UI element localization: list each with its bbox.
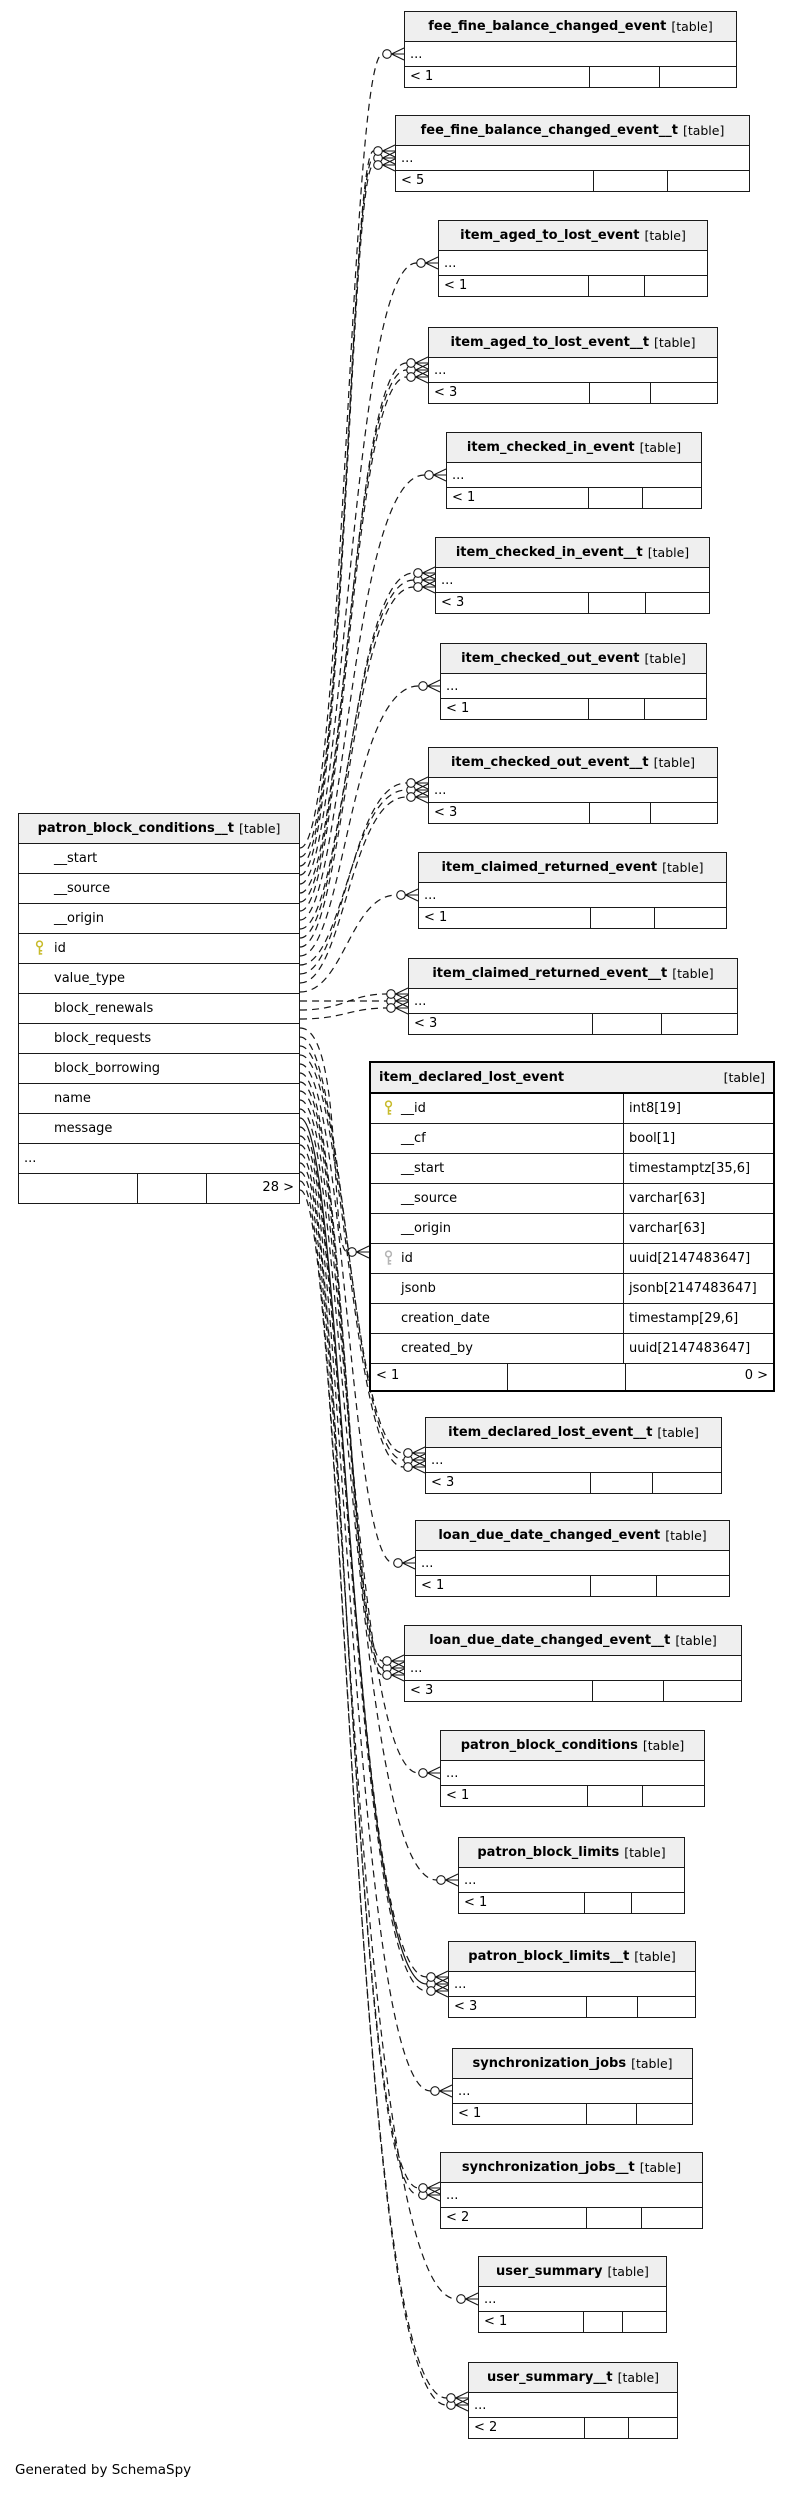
zero-or-marker: [407, 373, 416, 382]
columns-ellipsis: ...: [459, 1868, 684, 1893]
columns-ellipsis: ...: [453, 2079, 692, 2104]
crowfoot-marker: [403, 1557, 416, 1569]
relationship-line: [300, 587, 414, 947]
relationship-line: [300, 158, 374, 857]
column-name: __source: [54, 881, 111, 896]
table-tag: [table]: [639, 2160, 682, 2175]
column-row: [371, 1124, 773, 1154]
column-row: [19, 934, 299, 964]
table-title[interactable]: item_checked_in_event__t: [455, 545, 643, 560]
table-node-item_checked_in_event[interactable]: [446, 432, 702, 509]
zero-or-marker: [404, 1449, 413, 1458]
zero-or-marker: [414, 569, 423, 578]
table-node-item_checked_out_event__t[interactable]: [428, 747, 718, 824]
crowfoot-marker: [428, 680, 441, 692]
parents-count: < 2: [441, 2208, 587, 2228]
zero-or-marker: [447, 2394, 456, 2403]
zero-or-marker: [374, 147, 383, 156]
parents-count: < 3: [449, 1997, 587, 2017]
zero-or-marker: [427, 1987, 436, 1996]
table-title[interactable]: user_summary: [496, 2264, 603, 2279]
foreign-key-icon: [384, 1250, 393, 1267]
zero-or-marker: [383, 1671, 392, 1680]
zero-or-marker: [419, 2184, 428, 2193]
column-name: block_renewals: [54, 1001, 154, 1016]
table-node-patron_block_conditions[interactable]: [440, 1730, 705, 1807]
columns-ellipsis: ...: [441, 2183, 702, 2208]
columns-ellipsis: ...: [426, 1448, 721, 1473]
table-node-user_summary__t[interactable]: [468, 2362, 678, 2439]
column-type: timestamptz[35,6]: [623, 1154, 773, 1183]
table-title[interactable]: user_summary__t: [486, 2370, 613, 2385]
column-type: bool[1]: [623, 1124, 773, 1153]
parents-count: < 1: [447, 488, 589, 508]
columns-ellipsis: ...: [479, 2287, 666, 2312]
zero-or-marker: [397, 891, 406, 900]
table-tag: [table]: [238, 821, 281, 836]
column-type: varchar[63]: [623, 1184, 773, 1213]
table-node-item_aged_to_lost_event__t[interactable]: [428, 327, 718, 404]
column-name: value_type: [54, 971, 126, 986]
crowfoot-marker: [446, 1874, 459, 1886]
columns-ellipsis: ...: [409, 989, 737, 1014]
relationship-line: [300, 790, 407, 965]
zero-or-marker: [404, 1463, 413, 1472]
relationship-line: [300, 475, 425, 920]
column-name: __origin: [401, 1221, 452, 1236]
zero-or-marker: [387, 990, 396, 999]
table-tag: [table]: [665, 1528, 707, 1543]
table-node-item_declared_lost_event[interactable]: [369, 1061, 775, 1392]
relationship-line: [300, 994, 387, 1010]
column-name: jsonb: [401, 1281, 436, 1296]
table-title[interactable]: item_checked_in_event: [466, 440, 635, 455]
table-tag: [table]: [671, 19, 713, 34]
table-title[interactable]: fee_fine_balance_changed_event: [428, 19, 667, 34]
relationship-line: [300, 54, 383, 848]
column-row: [19, 964, 299, 994]
columns-ellipsis: ...: [439, 251, 707, 276]
table-node-synchronization_jobs__t[interactable]: [440, 2152, 703, 2229]
table-title[interactable]: patron_block_limits: [477, 1845, 620, 1860]
columns-ellipsis: ...: [441, 674, 706, 699]
zero-or-marker: [374, 161, 383, 170]
columns-ellipsis: ...: [441, 1761, 704, 1786]
table-title[interactable]: item_claimed_returned_event: [441, 860, 658, 875]
relationship-line: [300, 797, 407, 983]
columns-ellipsis: ...: [436, 568, 709, 593]
children-count: 28 >: [262, 1180, 294, 1195]
column-row: [19, 874, 299, 904]
table-node-item_checked_in_event__t[interactable]: [435, 537, 710, 614]
table-tag: [table]: [672, 966, 714, 981]
column-row: [19, 1054, 299, 1084]
column-row: [19, 1024, 299, 1054]
column-name: __cf: [401, 1131, 426, 1146]
table-header: [371, 1063, 773, 1094]
table-node-loan_due_date_changed_event[interactable]: [415, 1520, 730, 1597]
table-title[interactable]: item_claimed_returned_event__t: [432, 966, 668, 981]
parents-count: < 1: [479, 2312, 584, 2332]
zero-or-marker: [427, 1973, 436, 1982]
parents-count: < 1: [416, 1576, 591, 1596]
crowfoot-marker: [406, 889, 419, 901]
zero-or-marker: [387, 1004, 396, 1013]
parents-count: < 1: [405, 67, 590, 87]
column-name: __start: [54, 851, 98, 866]
table-tag: [table]: [624, 1845, 666, 1860]
children-count: 0 >: [744, 1368, 768, 1383]
columns-ellipsis: ...: [429, 358, 717, 383]
zero-or-marker: [407, 793, 416, 802]
table-node-patron_block_conditions__t[interactable]: [18, 813, 300, 1204]
column-row: [371, 1184, 773, 1214]
column-name: id: [401, 1251, 413, 1266]
columns-ellipsis: ...: [449, 1972, 695, 1997]
table-node-item_claimed_returned_event[interactable]: [418, 852, 727, 929]
parents-count: < 3: [409, 1014, 593, 1034]
table-title[interactable]: item_checked_out_event: [461, 651, 640, 666]
table-title[interactable]: item_declared_lost_event__t: [448, 1425, 653, 1440]
column-type: varchar[63]: [623, 1214, 773, 1243]
table-title[interactable]: patron_block_limits__t: [468, 1949, 630, 1964]
table-tag: [table]: [654, 335, 696, 350]
table-tag: [table]: [662, 860, 704, 875]
relationship-line: [300, 573, 414, 938]
zero-or-marker: [419, 682, 428, 691]
column-row: [371, 1094, 773, 1124]
column-type: int8[19]: [623, 1094, 773, 1123]
table-tag: [table]: [647, 545, 690, 560]
table-title[interactable]: patron_block_conditions__t: [37, 821, 234, 836]
table-tag: [table]: [675, 1633, 717, 1648]
table-title[interactable]: loan_due_date_changed_event__t: [429, 1633, 671, 1648]
table-title[interactable]: synchronization_jobs: [472, 2056, 627, 2071]
zero-or-marker: [383, 50, 392, 59]
zero-or-marker: [417, 259, 426, 268]
table-tag: [table]: [642, 1738, 685, 1753]
relationship-line: [300, 580, 414, 929]
table-title[interactable]: patron_block_conditions: [460, 1738, 638, 1753]
columns-ellipsis: ...: [405, 1656, 741, 1681]
table-node-fee_fine_balance_changed_event[interactable]: [404, 11, 737, 88]
column-name: __start: [401, 1161, 445, 1176]
table-tag: [table]: [644, 651, 686, 666]
table-header: [19, 814, 299, 844]
table-node-item_aged_to_lost_event[interactable]: [438, 220, 708, 297]
parents-count: < 1: [371, 1364, 508, 1390]
zero-or-marker: [407, 359, 416, 368]
table-node-fee_fine_balance_changed_event__t[interactable]: [395, 115, 750, 192]
table-node-item_checked_out_event[interactable]: [440, 643, 707, 720]
table-title[interactable]: synchronization_jobs__t: [461, 2160, 635, 2175]
column-row: [19, 994, 299, 1024]
zero-or-marker: [437, 1876, 446, 1885]
column-name: __origin: [54, 911, 105, 926]
column-name: __id: [401, 1101, 426, 1116]
zero-or-marker: [414, 583, 423, 592]
columns-ellipsis: ...: [419, 883, 726, 908]
parents-count: < 5: [396, 171, 594, 191]
crowfoot-marker: [357, 1246, 370, 1258]
columns-ellipsis-row: [19, 1144, 299, 1174]
table-title[interactable]: loan_due_date_changed_event: [438, 1528, 661, 1543]
table-tag: [table]: [639, 440, 682, 455]
parents-count: < 1: [441, 1786, 588, 1806]
table-node-loan_due_date_changed_event__t[interactable]: [404, 1625, 742, 1702]
parents-count: < 1: [459, 1893, 585, 1913]
columns-ellipsis: ...: [396, 146, 749, 171]
table-tag: [table]: [723, 1070, 765, 1085]
table-node-item_claimed_returned_event__t[interactable]: [408, 958, 738, 1035]
columns-ellipsis: ...: [405, 42, 736, 67]
column-name: creation_date: [401, 1311, 490, 1326]
relationship-line: [300, 895, 397, 992]
table-tag: [table]: [634, 1949, 676, 1964]
table-title[interactable]: fee_fine_balance_changed_event__t: [420, 123, 678, 138]
column-row: [371, 1214, 773, 1244]
primary-key-icon: [35, 940, 44, 957]
zero-or-marker: [407, 779, 416, 788]
zero-or-marker: [425, 471, 434, 480]
parents-count: < 3: [426, 1473, 591, 1493]
column-type: jsonb[2147483647]: [623, 1274, 773, 1303]
crowfoot-marker: [392, 48, 405, 60]
table-node-item_declared_lost_event__t[interactable]: [425, 1417, 722, 1494]
column-name: name: [54, 1091, 91, 1106]
table-tag: [table]: [607, 2264, 649, 2279]
parents-count: < 3: [436, 593, 589, 613]
crowfoot-marker: [466, 2293, 479, 2305]
relationship-line: [300, 783, 407, 974]
table-title[interactable]: item_declared_lost_event: [379, 1070, 565, 1085]
primary-key-icon: [384, 1100, 393, 1117]
table-node-patron_block_limits__t[interactable]: [448, 1941, 696, 2018]
crowfoot-marker: [440, 2085, 453, 2097]
column-row: [371, 1274, 773, 1304]
generator-credit: Generated by SchemaSpy: [15, 2462, 192, 2478]
zero-or-marker: [431, 2087, 440, 2096]
table-tag: [table]: [631, 2056, 673, 2071]
column-type: uuid[2147483647]: [623, 1244, 773, 1273]
columns-ellipsis: ...: [429, 778, 717, 803]
table-title[interactable]: item_aged_to_lost_event: [460, 228, 640, 243]
zero-or-marker: [383, 1657, 392, 1666]
columns-ellipsis: ...: [416, 1551, 729, 1576]
parents-count: < 1: [453, 2104, 587, 2124]
crowfoot-marker: [434, 469, 447, 481]
table-title[interactable]: item_checked_out_event__t: [450, 755, 649, 770]
column-name: created_by: [401, 1341, 473, 1356]
column-row: [371, 1334, 773, 1364]
column-row: [371, 1244, 773, 1274]
column-row: [371, 1304, 773, 1334]
relationship-line: [300, 370, 407, 893]
columns-ellipsis: ...: [447, 463, 701, 488]
parents-count: < 1: [419, 908, 591, 928]
column-name: block_requests: [54, 1031, 152, 1046]
column-type: timestamp[29,6]: [623, 1304, 773, 1333]
parents-count: < 3: [429, 383, 590, 403]
table-node-user_summary[interactable]: [478, 2256, 667, 2333]
table-tag: [table]: [617, 2370, 660, 2385]
column-row: [19, 904, 299, 934]
table-tag: [table]: [653, 755, 696, 770]
column-row: [19, 1084, 299, 1114]
column-name: __source: [401, 1191, 458, 1206]
parents-count: < 1: [439, 276, 589, 296]
parents-count: < 3: [429, 803, 590, 823]
parents-count: < 1: [441, 699, 589, 719]
zero-or-marker: [394, 1559, 403, 1568]
crowfoot-marker: [428, 1767, 441, 1779]
column-row: [371, 1154, 773, 1184]
parents-count: < 2: [469, 2418, 585, 2438]
table-tag: [table]: [657, 1425, 699, 1440]
table-node-synchronization_jobs[interactable]: [452, 2048, 693, 2125]
column-name: id: [54, 941, 66, 956]
parents-count: < 3: [405, 1681, 593, 1701]
table-footer: [19, 1174, 299, 1203]
zero-or-marker: [419, 1769, 428, 1778]
column-row: [19, 844, 299, 874]
columns-ellipsis: ...: [469, 2393, 677, 2418]
column-row: [19, 1114, 299, 1144]
table-tag: [table]: [644, 228, 686, 243]
zero-or-marker: [457, 2295, 466, 2304]
crowfoot-marker: [426, 257, 439, 269]
table-tag: [table]: [682, 123, 725, 138]
table-title[interactable]: item_aged_to_lost_event__t: [450, 335, 650, 350]
table-footer: [371, 1364, 773, 1390]
table-node-patron_block_limits[interactable]: [458, 1837, 685, 1914]
column-type: uuid[2147483647]: [623, 1334, 773, 1363]
column-name: message: [54, 1121, 113, 1136]
column-name: block_borrowing: [54, 1061, 161, 1076]
columns-ellipsis: ...: [24, 1151, 37, 1166]
